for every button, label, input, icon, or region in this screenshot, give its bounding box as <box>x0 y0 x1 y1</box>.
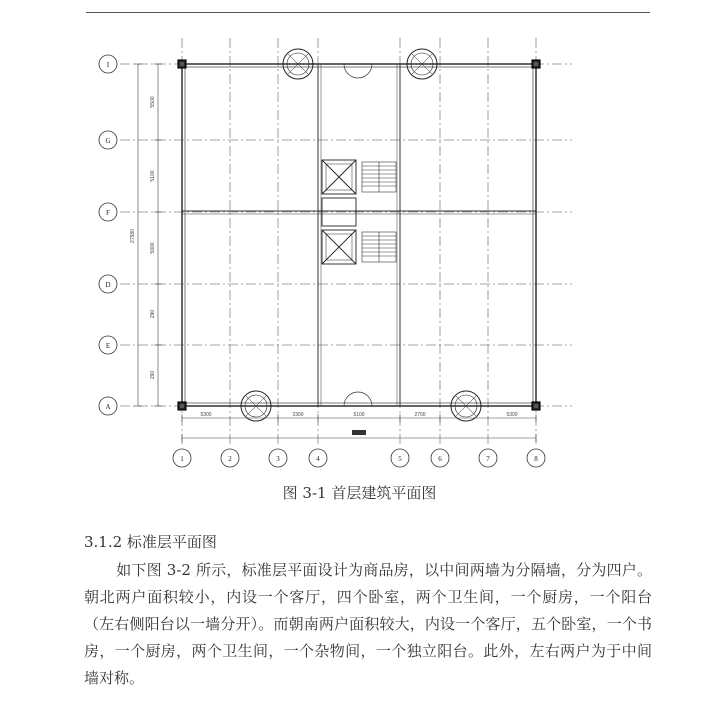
section-paragraph <box>84 557 652 692</box>
bottom-dim-5: 5300 <box>506 412 518 418</box>
round-towers <box>241 49 481 421</box>
bottom-dimension-lines <box>182 414 536 442</box>
left-dim-4: 290 <box>150 309 156 319</box>
left-dim-1: 5500 <box>150 96 156 108</box>
axis-label-7: 7 <box>486 455 490 463</box>
axis-label-G: G <box>105 137 111 145</box>
entrance-doors <box>344 64 372 406</box>
left-dim-total: 27580 <box>130 229 136 243</box>
axis-label-2: 2 <box>228 455 232 463</box>
axis-label-E: E <box>105 342 111 350</box>
left-dim-5: 290 <box>150 370 156 380</box>
columns <box>178 60 540 410</box>
axis-label-4: 4 <box>316 455 320 463</box>
axis-label-D: D <box>105 281 111 289</box>
axis-label-A: A <box>105 403 111 411</box>
axis-label-1: 1 <box>180 455 184 463</box>
figure-caption: 图 3-1 首层建筑平面图 <box>282 484 437 502</box>
bottom-dim-4: 2700 <box>414 412 426 418</box>
bottom-dim-3: 5100 <box>353 412 365 418</box>
section-heading: 3.1.2 标准层平面图 <box>84 533 217 551</box>
axis-label-I: I <box>106 61 110 69</box>
axis-label-F: F <box>106 209 110 217</box>
left-dim-3: 5900 <box>150 242 156 254</box>
scale-mark <box>352 430 366 435</box>
axis-label-6: 6 <box>438 455 442 463</box>
axis-label-8: 8 <box>534 455 538 463</box>
axis-label-3: 3 <box>276 455 280 463</box>
horizontal-axis-lines <box>120 64 572 406</box>
interior-walls <box>182 64 536 406</box>
left-dim-2: 5100 <box>150 170 156 182</box>
section-paragraph-text: 如下图 3-2 所示，标准层平面设计为商品房，以中间两墙为分隔墙，分为四户。朝北两户面积较小，内设一个客厅，四个卧室，两个卫生间，一个厨房，一个阳台（左右侧阳台以一墙分开）。而朝南两户面积较大，内设一个客厅，五个卧室，一个书房，一个厨房，两个卫生间，一个杂物间，一个独立阳台。此外，左右两户为于中间墙对称。 <box>84 561 652 687</box>
bottom-dim-2: 2300 <box>292 412 304 418</box>
axis-label-5: 5 <box>398 455 402 463</box>
left-dimension-lines <box>134 64 162 406</box>
vertical-axis-lines <box>182 38 536 446</box>
bottom-dim-1: 5300 <box>200 412 212 418</box>
exterior-walls <box>182 64 536 406</box>
